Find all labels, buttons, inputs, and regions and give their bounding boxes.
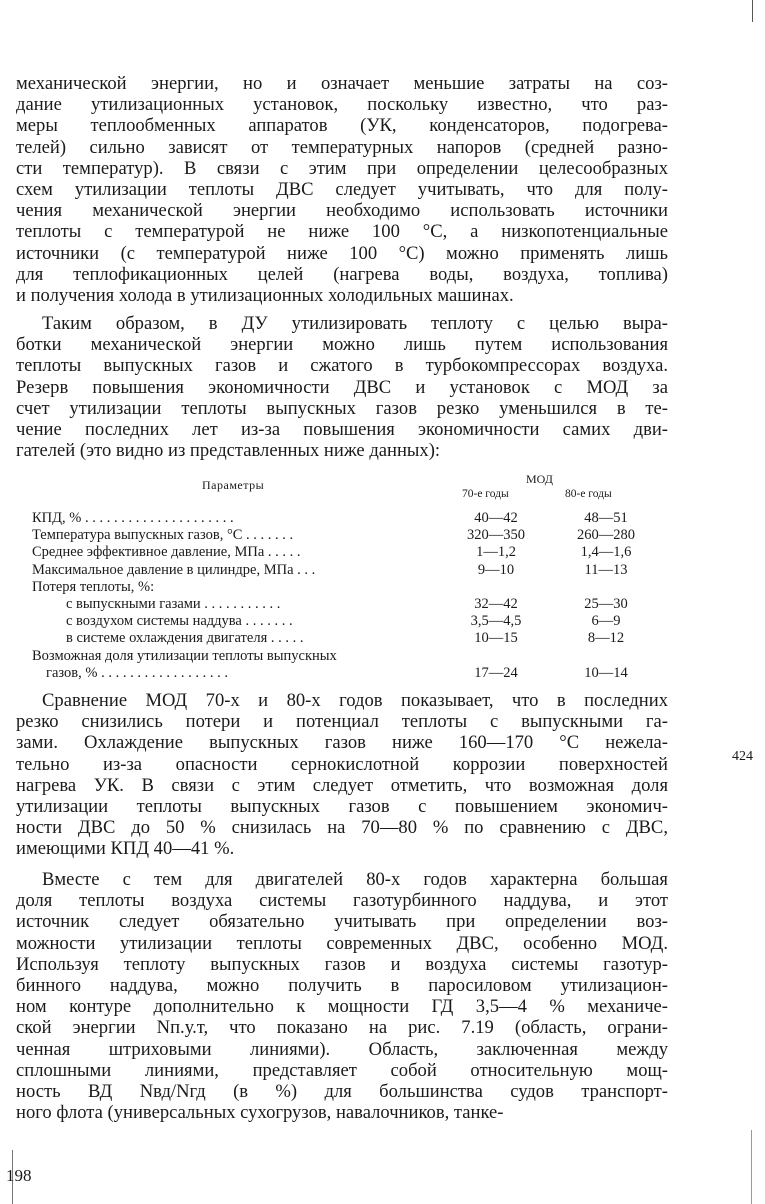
row-label: газов, % . . . . . . . . . . . . . . . . . . [46,664,228,681]
table-header-mod: МОД [526,472,553,486]
row-label: КПД, % . . . . . . . . . . . . . . . . . . . . . [32,510,234,526]
text-line: ности ДВС до 50 % снизилась на 70—80 % по сравнению с ДВС, [16,817,668,839]
text-line: Резерв повышения экономичности ДВС и установок с МОД за [16,376,668,398]
text-line: сти температур). В связи с этим при определении целесообразных [16,157,668,179]
value-80s: 11—13 [584,561,628,578]
text-line: для теплофикационных целей (нагрева воды, воздуха, топлива) [16,263,668,285]
text-line: имеющими КПД 40—41 %. [16,838,235,860]
row-label: с воздухом системы наддува . . . . . . . [66,613,293,630]
value-70s: 10—15 [474,630,518,647]
row-label: в системе охлаждения двигателя . . . . . [66,630,304,647]
text-line: гателей (это видно из представленных ниже данных): [16,440,441,462]
text-line: тельно из-за опасности сернокислотной коррозии поверхностей [16,753,668,775]
paragraph-4 [16,869,668,1123]
text-line: Используя теплоту выпускных газов и воздуха системы газотур- [16,953,668,975]
text-line: дание утилизационных установок, поскольку известно, что раз- [16,94,668,116]
table-row [32,510,657,527]
table-row [32,648,657,665]
text-line: утилизации теплоты выпускных газов с повышением экономич- [16,796,668,818]
value-70s: 9—10 [477,561,515,578]
text-line: теплоты с температурой не ниже 100 °С, а низкопотенциальные [16,221,668,243]
text-line: сплошными линиями, представляет собой относительную мощ- [16,1059,668,1081]
row-label: Максимальное давление в цилиндре, МПа . . . [32,561,316,578]
paragraph-1 [16,73,668,306]
row-label: Температура выпускных газов, °С . . . . . . . [32,527,294,544]
value-70s: 320—350 [467,527,525,544]
row-label: Возможная доля утилизации теплоты выпускных [32,647,337,664]
value-80s: 8—12 [587,630,625,647]
table-row [32,544,657,561]
value-70s: 3,5—4,5 [470,613,522,630]
table-row [32,527,657,544]
value-70s: 32—42 [474,595,518,612]
text-line: Сравнение МОД 70-х и 80-х годов показывает, что в последних [42,690,668,711]
value-80s: 48—51 [584,510,628,526]
text-line: ботки механической энергии можно лишь путем использования [16,334,668,356]
text-line: ном контуре дополнительно к мощности ГД 3,5—4 % механиче- [16,996,668,1018]
text-line: можности утилизации теплоты современных ДВС, особенно МОД. [16,932,668,954]
value-70s: 17—24 [474,664,518,681]
text-line: резко снизились потери и потенциал теплоты с выпускными га- [16,711,668,733]
text-line: теплоты выпускных газов и сжатого в турбокомпрессорах воздуха. [16,355,668,377]
table-row [32,562,657,579]
table-row [32,665,657,682]
text-line: Вместе с тем для двигателей 80-х годов характерна большая [42,869,668,890]
value-70s: 40—42 [474,510,518,526]
table-row [32,596,657,613]
text-line: доля теплоты воздуха системы газотурбинного наддува, и этот [16,890,668,912]
paragraph-2 [16,313,668,461]
value-80s: 25—30 [584,595,628,612]
value-80s: 260—280 [577,527,635,544]
row-label: с выпускными газами . . . . . . . . . . . [66,595,281,612]
table-row [32,579,657,596]
text-line: чения механической энергии необходимо использовать источники [16,200,668,222]
row-label: Среднее эффективное давление, МПа . . . . . [32,544,301,561]
table-rows [32,510,657,682]
text-line: нагрева УК. В связи с этим следует отметить, что возможная доля [16,774,668,796]
text-line: ской энергии Nп.у.т, что показано на рис. 7.19 (область, ограни- [16,1017,668,1039]
text-line: счет утилизации теплоты выпускных газов резко уменьшился в те- [16,397,668,419]
text-line: Таким образом, в ДУ утилизировать теплоту с целью выра- [42,313,668,334]
table-header-80s: 80-е годы [565,488,612,500]
table-header-params: Параметры [202,478,265,492]
text-line: ного флота (универсальных сухогрузов, навалочников, танке- [16,1102,504,1124]
value-70s: 1—1,2 [476,544,516,561]
value-80s: 10—14 [584,664,628,681]
page-edge-line [751,1130,752,1204]
text-line: ченная штриховыми линиями). Область, заключенная между [16,1038,668,1060]
text-line: ность ВД Nвд/Nгд (в %) для большинства судов транспорт- [16,1081,668,1103]
table-row [32,630,657,647]
text-line: и получения холода в утилизационных холодильных машинах. [16,285,514,307]
paragraph-3 [16,690,668,860]
text-line: источник следует обязательно учитывать при определении воз- [16,911,668,933]
page-number: 198 [6,1166,32,1185]
table-row [32,613,657,630]
value-80s: 6—9 [591,613,621,630]
text-line: телей) сильно зависят от температурных напоров (средней разно- [16,136,668,158]
text-line: чение последних лет из-за повышения экономичности самих дви- [16,419,668,441]
text-line: схем утилизации теплоты ДВС следует учитывать, что для полу- [16,179,668,201]
text-line: источники (с температурой ниже 100 °С) можно применять лишь [16,242,668,264]
row-label: Потеря теплоты, %: [32,578,155,595]
page-edge-line [752,0,753,22]
text-line: бинного наддува, можно получить в паросиловом утилизацион- [16,975,668,997]
text-line: механической энергии, но и означает меньшие затраты на соз- [16,73,668,94]
text-line: меры теплообменных аппаратов (УК, конденсаторов, подогрева- [16,115,668,137]
margin-number: 424 [732,749,753,764]
value-80s: 1,4—1,6 [580,544,632,561]
table-header-70s: 70-е годы [462,488,509,500]
text-line: зами. Охлаждение выпускных газов ниже 160—170 °С нежела- [16,732,668,754]
